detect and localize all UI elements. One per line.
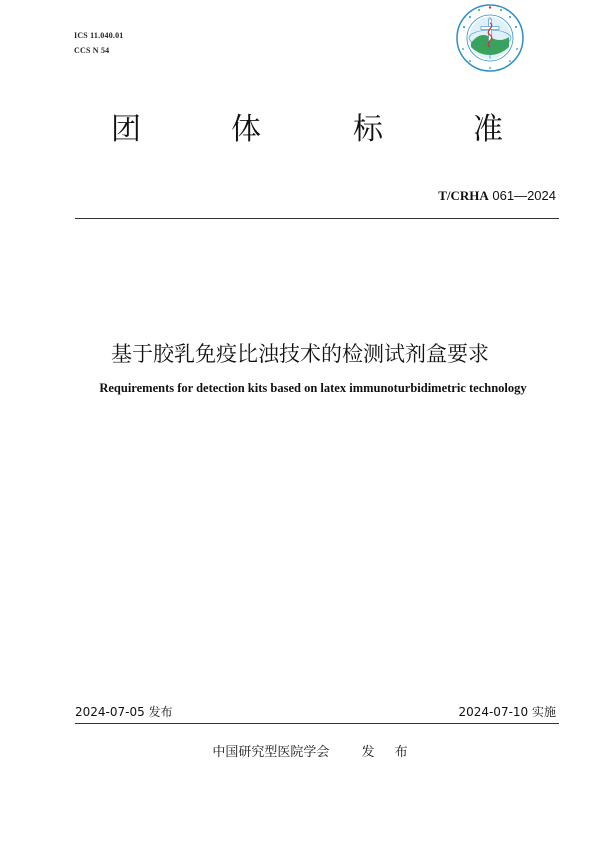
category-char: 准 [473,112,503,147]
publisher [0,744,600,762]
standard-code: 061—2024 [492,188,556,203]
publisher-name: 中国研究型医院学会 [212,745,330,760]
ics-code: ICS 11.040.01 [74,31,124,40]
issue-date: 2024-07-05 发布 [75,705,173,719]
publisher-label: 发 布 [361,745,416,760]
category-char: 团 [111,112,141,147]
implementation-date: 2024-07-10 实施 [458,705,556,719]
document-category [0,112,600,152]
standard-number [438,188,556,204]
ccs-code: CCS N 54 [74,46,110,55]
title-chinese: 基于胶乳免疫比浊技术的检测试剂盒要求 [111,342,489,366]
standard-prefix: T/CRHA [438,188,489,203]
title-english: Requirements for detection kits based on latex immunoturbidimetric technology [99,381,527,395]
category-char: 标 [353,112,383,147]
association-emblem-icon [455,3,525,73]
footer-divider [75,723,559,724]
header-divider [75,218,559,219]
category-char: 体 [231,112,261,147]
